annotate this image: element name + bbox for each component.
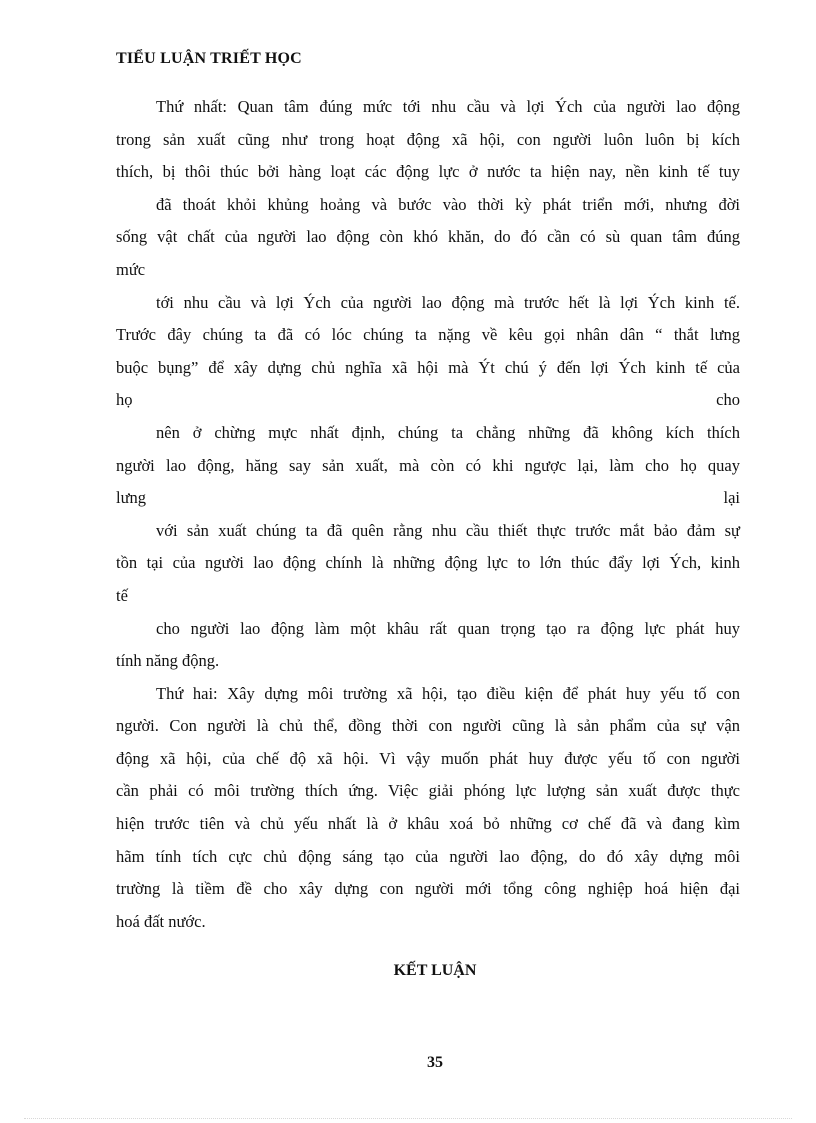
page-number: 35 — [427, 1054, 443, 1071]
text-line: Thứ hai: Xây dựng môi trường xã hội, tạo điều kiện để phát huy yếu tố con — [156, 683, 740, 703]
text-line: họ cho — [116, 390, 740, 410]
text-line: với sản xuất chúng ta đã quên rằng nhu cầu thiết thực trước mắt bảo đảm sự — [156, 520, 740, 540]
text-line: trường là tiềm đề cho xây dựng con người mới tổng công nghiệp hoá hiện đại — [116, 879, 740, 899]
text-line: tính năng động. — [116, 651, 220, 671]
text-line: trong sản xuất cũng như trong hoạt động xã hội, con người luôn luôn bị kích — [116, 129, 740, 149]
text-line: hãm tính tích cực chủ động sáng tạo của người lao động, do đó xây dựng môi — [116, 846, 740, 866]
text-line: hiện trước tiên và chủ yếu nhất là ở khâu xoá bỏ những cơ chế đã và đang kìm — [116, 814, 740, 834]
text-line: buộc bụng” để xây dựng chủ nghĩa xã hội mà Ýt chú ý đến lợi Ých kinh tế của — [116, 357, 740, 377]
text-line: thích, bị thôi thúc bởi hàng loạt các động lực ở nước ta hiện nay, nền kinh tế tuy — [116, 162, 740, 182]
text-line: Trước đây chúng ta đã có lóc chúng ta nặng về kêu gọi nhân dân “ thắt lưng — [116, 325, 740, 345]
text-line: tới nhu cầu và lợi Ých của người lao động mà trước hết là lợi Ých kinh tế. — [156, 292, 740, 312]
text-line: tế — [116, 585, 128, 605]
text-line: Thứ nhất: Quan tâm đúng mức tới nhu cầu và lợi Ých của người lao động — [156, 97, 740, 116]
text-line: đã thoát khỏi khủng hoảng và bước vào thời kỳ phát triển mới, nhưng đời — [156, 194, 740, 214]
text-line: hoá đất nước. — [116, 911, 206, 931]
text-line: nên ở chừng mực nhất định, chúng ta chẳng những đã không kích thích — [156, 422, 740, 442]
text-line: lưng lại — [116, 488, 740, 508]
text-line: cần phải có môi trường thích ứng. Việc giải phóng lực lượng sản xuất được thực — [116, 781, 740, 801]
document-header-title: TIỂU LUẬN TRIẾT HỌC — [116, 50, 302, 67]
text-line: người lao động, hăng say sản xuất, mà còn có khi ngược lại, làm cho họ quay — [116, 455, 740, 475]
text-line: người. Con người là chủ thể, đồng thời con người cũng là sản phẩm của sự vận — [116, 716, 740, 736]
text-line: động xã hội, của chế độ xã hội. Vì vậy muốn phát huy được yếu tố con người — [116, 748, 740, 768]
text-line: sống vật chất của người lao động còn khó khăn, do đó cần có sù quan tâm đúng — [116, 227, 740, 247]
page-bottom-divider — [24, 1118, 792, 1119]
section-heading: KẾT LUẬN — [393, 962, 477, 979]
body-text — [116, 91, 740, 938]
text-line: mức — [116, 259, 146, 279]
text-line: cho người lao động làm một khâu rất quan trọng tạo ra động lực phát huy — [156, 618, 740, 638]
text-line: tồn tại của người lao động chính là những động lực to lớn thúc đẩy lợi Ých, kinh — [116, 553, 740, 573]
